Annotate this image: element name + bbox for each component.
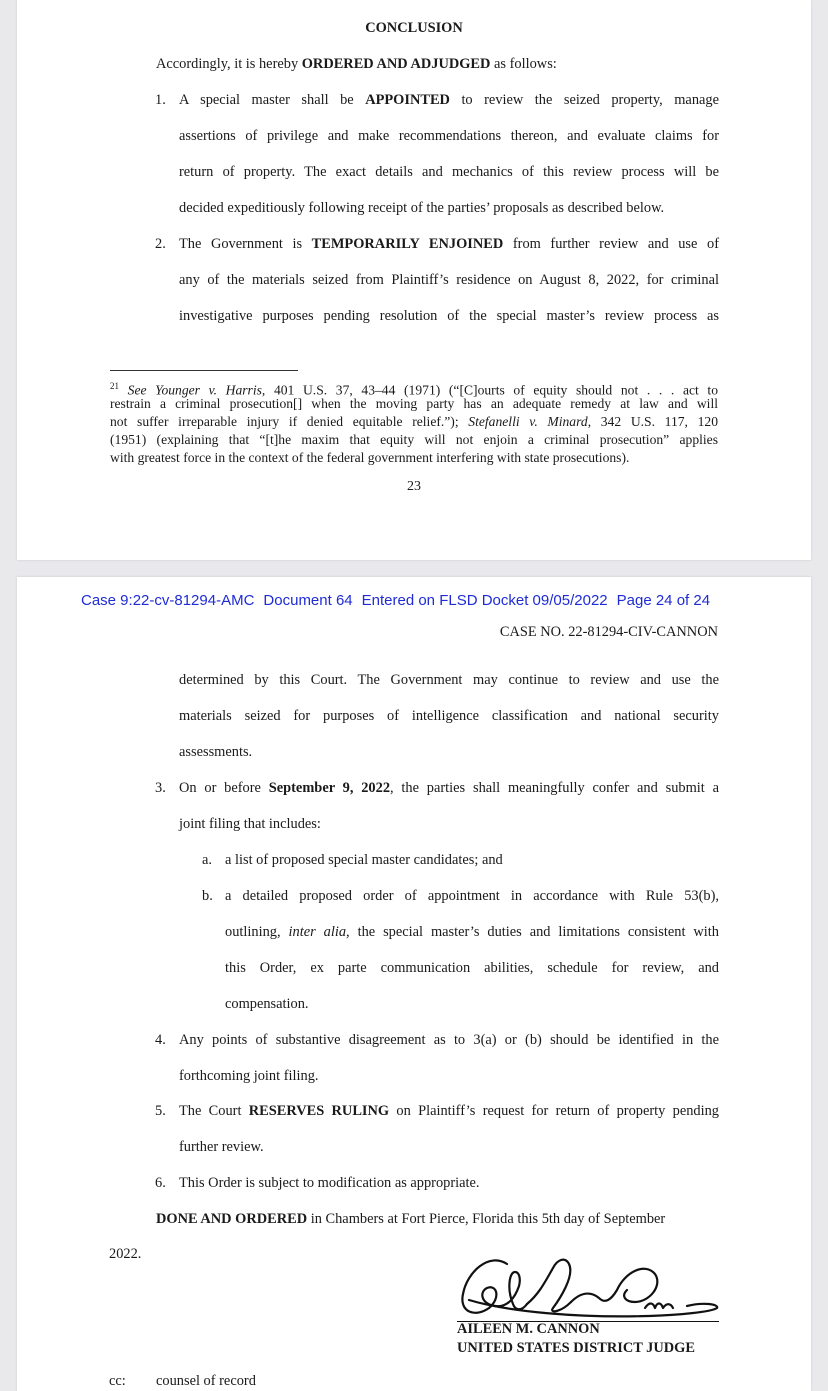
item2-continuation-line: assessments. [179, 744, 253, 760]
item6-line: This Order is subject to modification as appropriate. [179, 1175, 480, 1191]
item-number: 5. [155, 1103, 166, 1119]
item2-continuation-line: determined by this Court. The Government may continue to review and use the [179, 672, 719, 688]
item1-line: A special master shall be APPOINTED to review the seized property, manage [179, 92, 719, 108]
document-page-24 [17, 577, 811, 1391]
item2-continuation-line: materials seized for purposes of intelligence classification and national security [179, 708, 719, 724]
subitem-label: a. [202, 852, 212, 868]
cc-recipients: counsel of record [156, 1373, 256, 1389]
judge-title: UNITED STATES DISTRICT JUDGE [457, 1340, 695, 1356]
intro-paragraph: Accordingly, it is hereby ORDERED AND ADJUDGED as follows: [156, 56, 557, 72]
item5-line: further review. [179, 1139, 264, 1155]
subitem-a: a list of proposed special master candidates; and [225, 852, 503, 868]
item2-line: investigative purposes pending resolution of the special master’s review process as [179, 308, 719, 324]
item-number: 1. [155, 92, 166, 108]
item4-line: Any points of substantive disagreement as to 3(a) or (b) should be identified in the [179, 1032, 719, 1048]
item-number: 3. [155, 780, 166, 796]
item3-line: joint filing that includes: [179, 816, 321, 832]
subitem-b-line: compensation. [225, 996, 309, 1012]
case-no: CASE NO. 22-81294-CIV-CANNON [499, 624, 718, 640]
document-page-23 [17, 0, 811, 560]
item2-line: The Government is TEMPORARILY ENJOINED from further review and use of [179, 236, 719, 252]
item2-line: any of the materials seized from Plaintiff’s residence on August 8, 2022, for criminal [179, 272, 719, 288]
order-year: 2022. [109, 1246, 142, 1262]
footnote-line: with greatest force in the context of the federal government interfering with state prosecutions). [110, 450, 630, 465]
judge-name: AILEEN M. CANNON [457, 1321, 600, 1337]
item-number: 6. [155, 1175, 166, 1191]
subitem-b-line: outlining, inter alia, the special master’s duties and limitations consistent with [225, 924, 720, 940]
footnote-line: not suffer irreparable injury if denied equitable relief.”); Stefanelli v. Minard, 342 U.S. 117, 120 [110, 414, 719, 429]
footnote-line: restrain a criminal prosecution[] when the moving party has an adequate remedy at law and will [110, 396, 718, 411]
item1-line: assertions of privilege and make recommendations thereon, and evaluate claims for [179, 128, 719, 144]
footnote-line: $^{21}$ See Younger v. Harris, 401 U.S. 37, 43–44 (1971) (“[C]ourts of equity should not . . . act to [110, 381, 718, 398]
page-count: Page 24 of 24 [616, 592, 711, 609]
item5-line: The Court RESERVES RULING on Plaintiff’s request for return of property pending [179, 1103, 719, 1119]
item1-line: return of property. The exact details and mechanics of this review process will be [179, 164, 719, 180]
cc-label: cc: [109, 1373, 126, 1389]
page-number: 23 [407, 479, 421, 494]
docket-entry: Entered on FLSD Docket 09/05/2022 [361, 592, 608, 609]
item4-line: forthcoming joint filing. [179, 1068, 319, 1084]
section-heading: CONCLUSION [365, 20, 463, 36]
ecf-header [81, 592, 719, 609]
footnote-line: (1951) (explaining that “[t]he maxim that equity will not enjoin a criminal prosecution” applies [110, 432, 718, 447]
subitem-label: b. [202, 888, 213, 904]
case-number: Case 9:22-cv-81294-AMC [81, 592, 255, 609]
subitem-b-line: this Order, ex parte communication abilities, schedule for review, and [225, 960, 719, 976]
footnote-divider [110, 370, 298, 371]
document-number: Document 64 [263, 592, 353, 609]
subitem-b-line: a detailed proposed order of appointment in accordance with Rule 53(b), [225, 888, 719, 904]
judge-signature [449, 1242, 719, 1332]
item1-line: decided expeditiously following receipt of the parties’ proposals as described below. [179, 200, 665, 216]
item-number: 2. [155, 236, 166, 252]
done-and-ordered: DONE AND ORDERED in Chambers at Fort Pierce, Florida this 5th day of September [156, 1211, 666, 1227]
item-number: 4. [155, 1032, 166, 1048]
item3-line: On or before September 9, 2022, the parties shall meaningfully confer and submit a [179, 780, 719, 796]
